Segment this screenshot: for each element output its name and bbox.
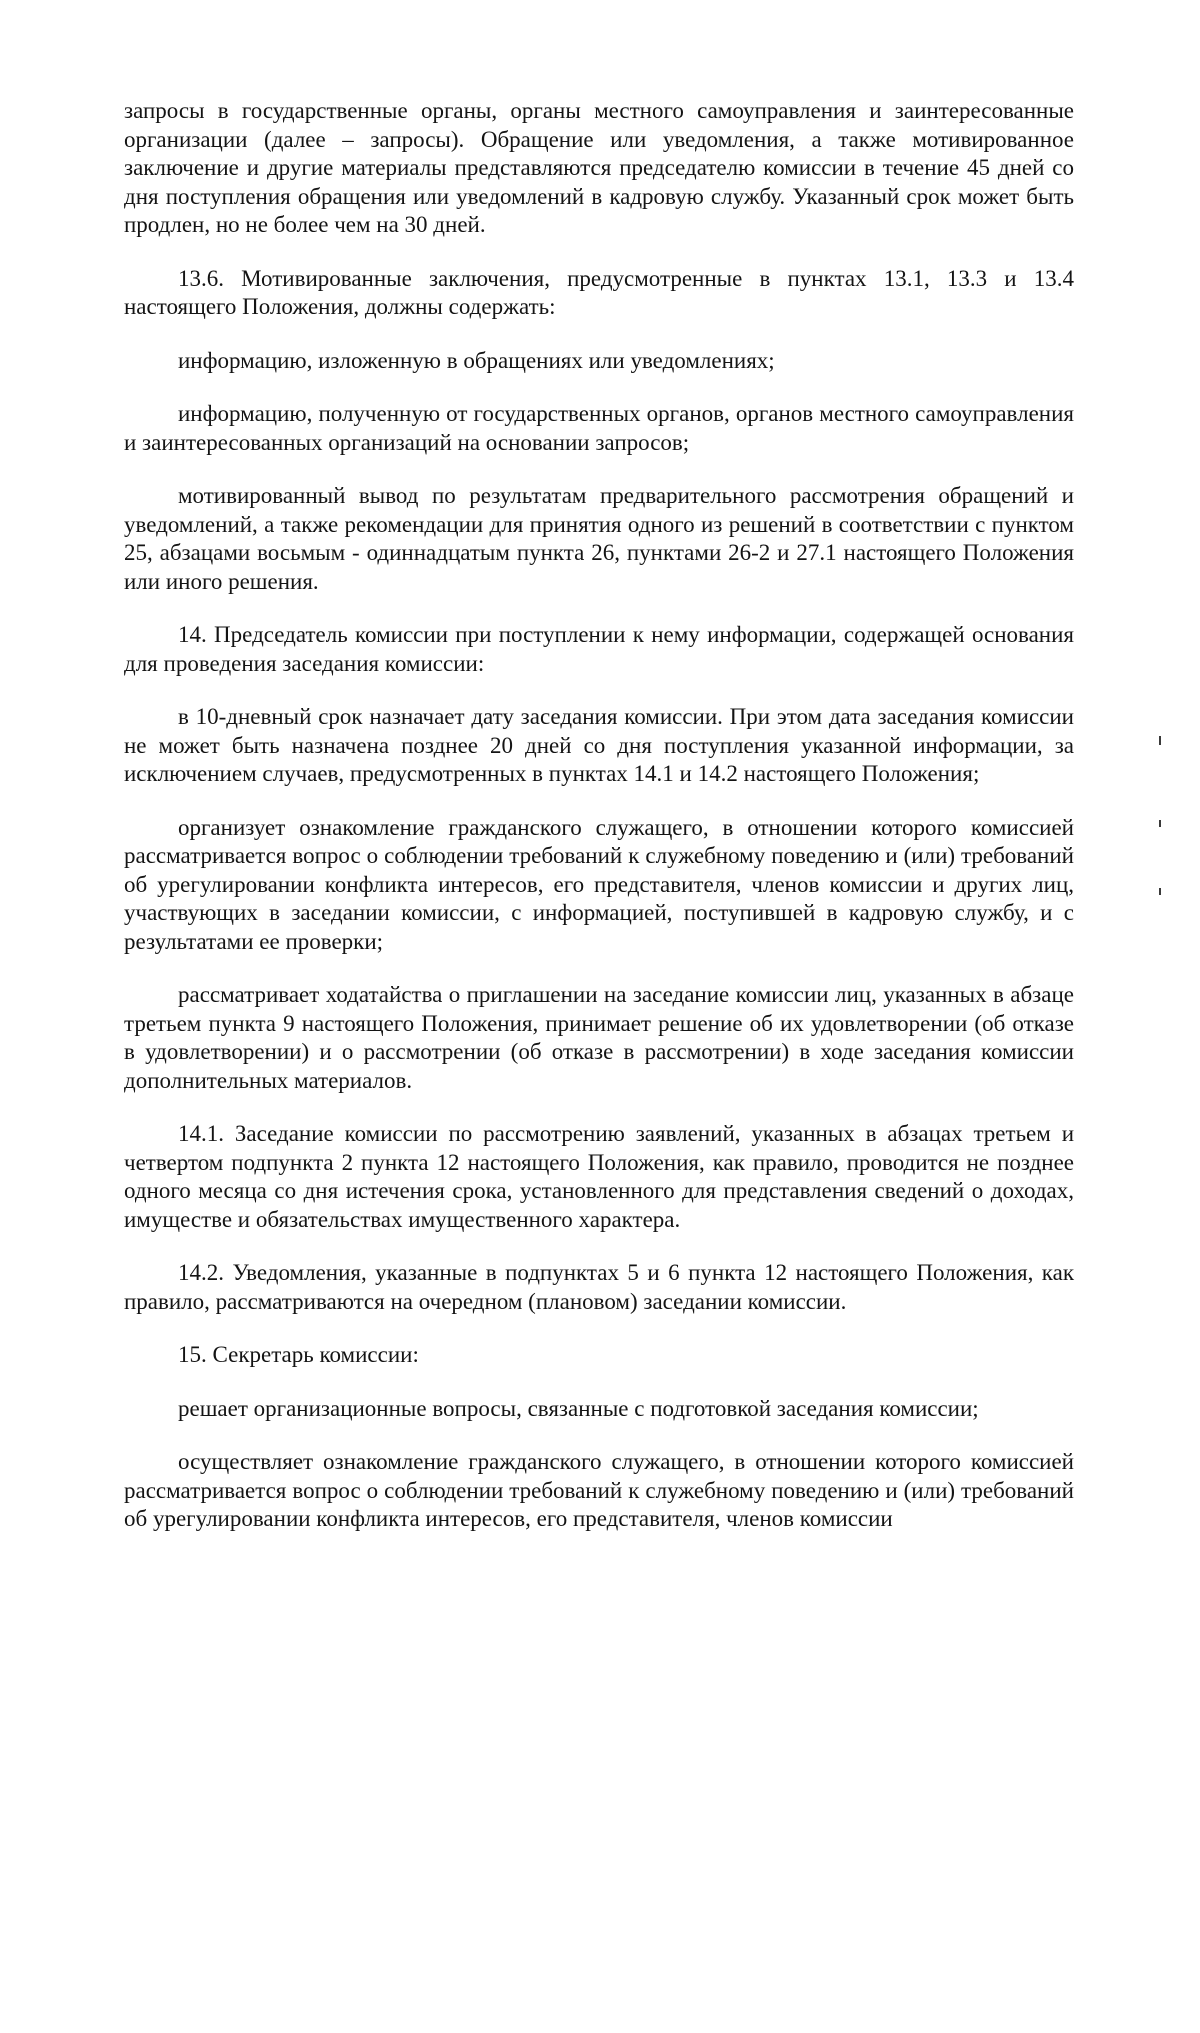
paragraph-14-2: 14.2. Уведомления, указанные в подпунктах 5 и 6 пункта 12 настоящего Положения, как правило, рассматриваются на очередном (плановом) заседании комиссии.	[124, 1260, 1074, 1314]
paragraph-13-6-item-2: информацию, полученную от государственных органов, органов местного самоуправления и заинтересованных организаций на основании запросов;	[124, 401, 1074, 455]
paragraph-14-1: 14.1. Заседание комиссии по рассмотрению заявлений, указанных в абзацах третьем и четвертом подпункта 2 пункта 12 настоящего Положения, как правило, проводится не позднее одного месяца со дня истечения срока, установленного для представления сведений о доходах, имуществе и обязательствах имущественного характера.	[124, 1121, 1074, 1232]
scan-margin-mark	[1159, 736, 1161, 745]
scan-margin-mark	[1159, 820, 1161, 827]
paragraph-15: 15. Секретарь комиссии:	[178, 1342, 419, 1367]
paragraph-15-item-1: решает организационные вопросы, связанные с подготовкой заседания комиссии;	[178, 1395, 979, 1421]
paragraph-14-item-1: в 10-дневный срок назначает дату заседания комиссии. При этом дата заседания комиссии не может быть назначена позднее 20 дней со дня поступления указанной информации, за исключением случаев, предусмотренных в пунктах 14.1 и 14.2 настоящего Положения;	[124, 704, 1074, 786]
paragraph-14: 14. Председатель комиссии при поступлении к нему информации, содержащей основания для проведения заседания комиссии:	[124, 622, 1074, 676]
paragraph-13-6: 13.6. Мотивированные заключения, предусмотренные в пунктах 13.1, 13.3 и 13.4 настоящего Положения, должны содержать:	[124, 265, 1074, 319]
paragraph-15-item-2: осуществляет ознакомление гражданского служащего, в отношении которого комиссией рассматривается вопрос о соблюдении требований к служебному поведению и (или) требований об урегулировании конфликта интересов, его представителя, членов комиссии	[124, 1449, 1074, 1531]
paragraph-14-item-3: рассматривает ходатайства о приглашении на заседание комиссии лиц, указанных в абзаце третьем пункта 9 настоящего Положения, принимает решение об их удовлетворении (об отказе в удовлетворении) и о рассмотрении (об отказе в рассмотрении) в ходе заседания комиссии дополнительных материалов.	[124, 982, 1074, 1093]
paragraph-continuation: запросы в государственные органы, органы местного самоуправления и заинтересованные организации (далее – запросы). Обращение или уведомления, а также мотивированное заключение и другие материалы представляются председателю комиссии в течение 45 дней со дня поступления обращения или уведомлений в кадровую службу. Указанный срок может быть продлен, но не более чем на 30 дней.	[124, 98, 1074, 237]
scan-margin-mark	[1159, 888, 1161, 895]
paragraph-13-6-item-1: информацию, изложенную в обращениях или уведомлениях;	[178, 347, 775, 373]
paragraph-13-6-item-3: мотивированный вывод по результатам предварительного рассмотрения обращений и уведомлений, а также рекомендации для принятия одного из решений в соответствии с пунктом 25, абзацами восьмым - одиннадцатым пункта 26, пунктами 26-2 и 27.1 настоящего Положения или иного решения.	[124, 483, 1074, 594]
paragraph-14-item-2: организует ознакомление гражданского служащего, в отношении которого комиссией рассматривается вопрос о соблюдении требований к служебному поведению и (или) требований об урегулировании конфликта интересов, его представителя, членов комиссии и других лиц, участвующих в заседании комиссии, с информацией, поступившей в кадровую службу, и с результатами ее проверки;	[124, 814, 1074, 954]
document-body	[124, 97, 1074, 1559]
